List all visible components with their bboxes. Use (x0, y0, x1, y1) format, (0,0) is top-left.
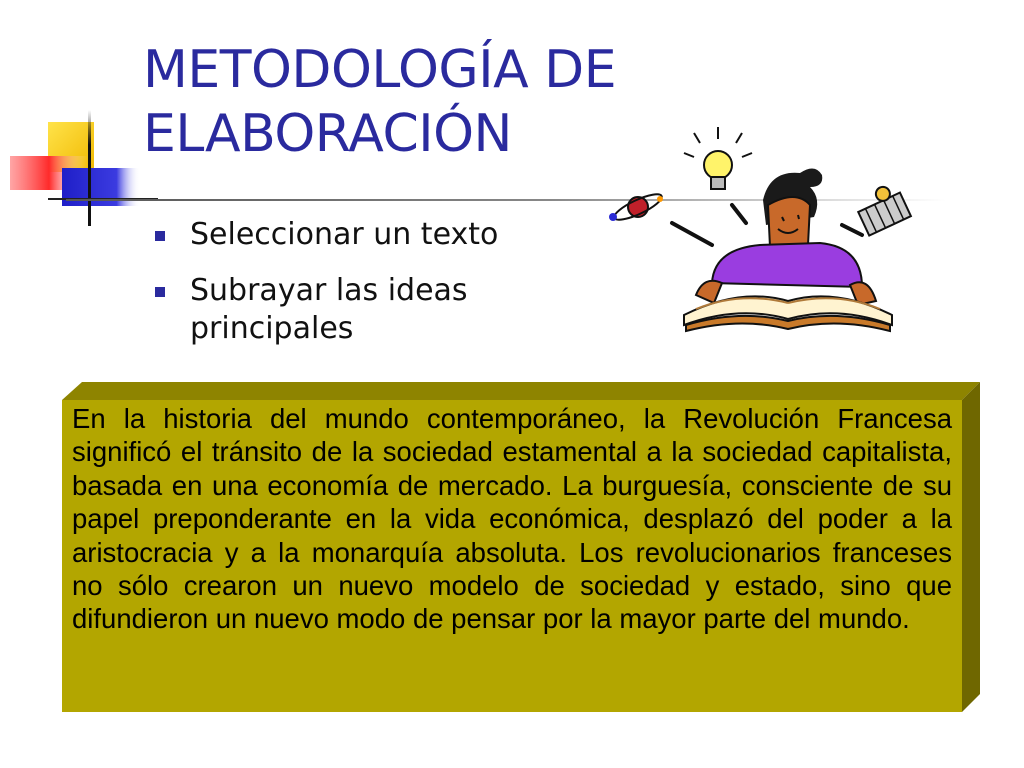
deco-vertical-line (88, 110, 91, 226)
title-line: ELABORACIÓN (143, 104, 512, 164)
bullet-text: Subrayar las ideas principales (190, 273, 468, 346)
decorative-squares-icon (0, 0, 160, 240)
bullet-list (150, 216, 620, 366)
bullet-text: Seleccionar un texto (190, 217, 499, 252)
satellite-icon (853, 181, 911, 236)
bullet-item (150, 272, 550, 348)
bullet-square-icon (155, 231, 165, 241)
title-line: METODOLOGÍA DE (143, 40, 617, 100)
bullet-square-icon (155, 287, 165, 297)
light-bulb-icon (684, 127, 752, 189)
planet-icon (609, 190, 665, 225)
student-reading-illustration (600, 125, 930, 340)
bullet-item (150, 216, 620, 254)
box-top-face (62, 382, 980, 400)
text-box-paragraph: En la historia del mundo contemporáneo, la Revolución Francesa significó el tránsito de la sociedad estamental a la sociedad capitalista, basada en una economía de mercado. La burguesía, consciente de su papel preponderante en la vida económica, desplazó del poder a la aristocracia y a la monarquía absoluta. Los revolucionarios franceses no sólo crearon un nuevo modelo de sociedad y estado, sino que difundieron un nuevo modo de pensar por la mayor parte del mundo. (72, 403, 952, 635)
box-side-face (962, 382, 980, 712)
